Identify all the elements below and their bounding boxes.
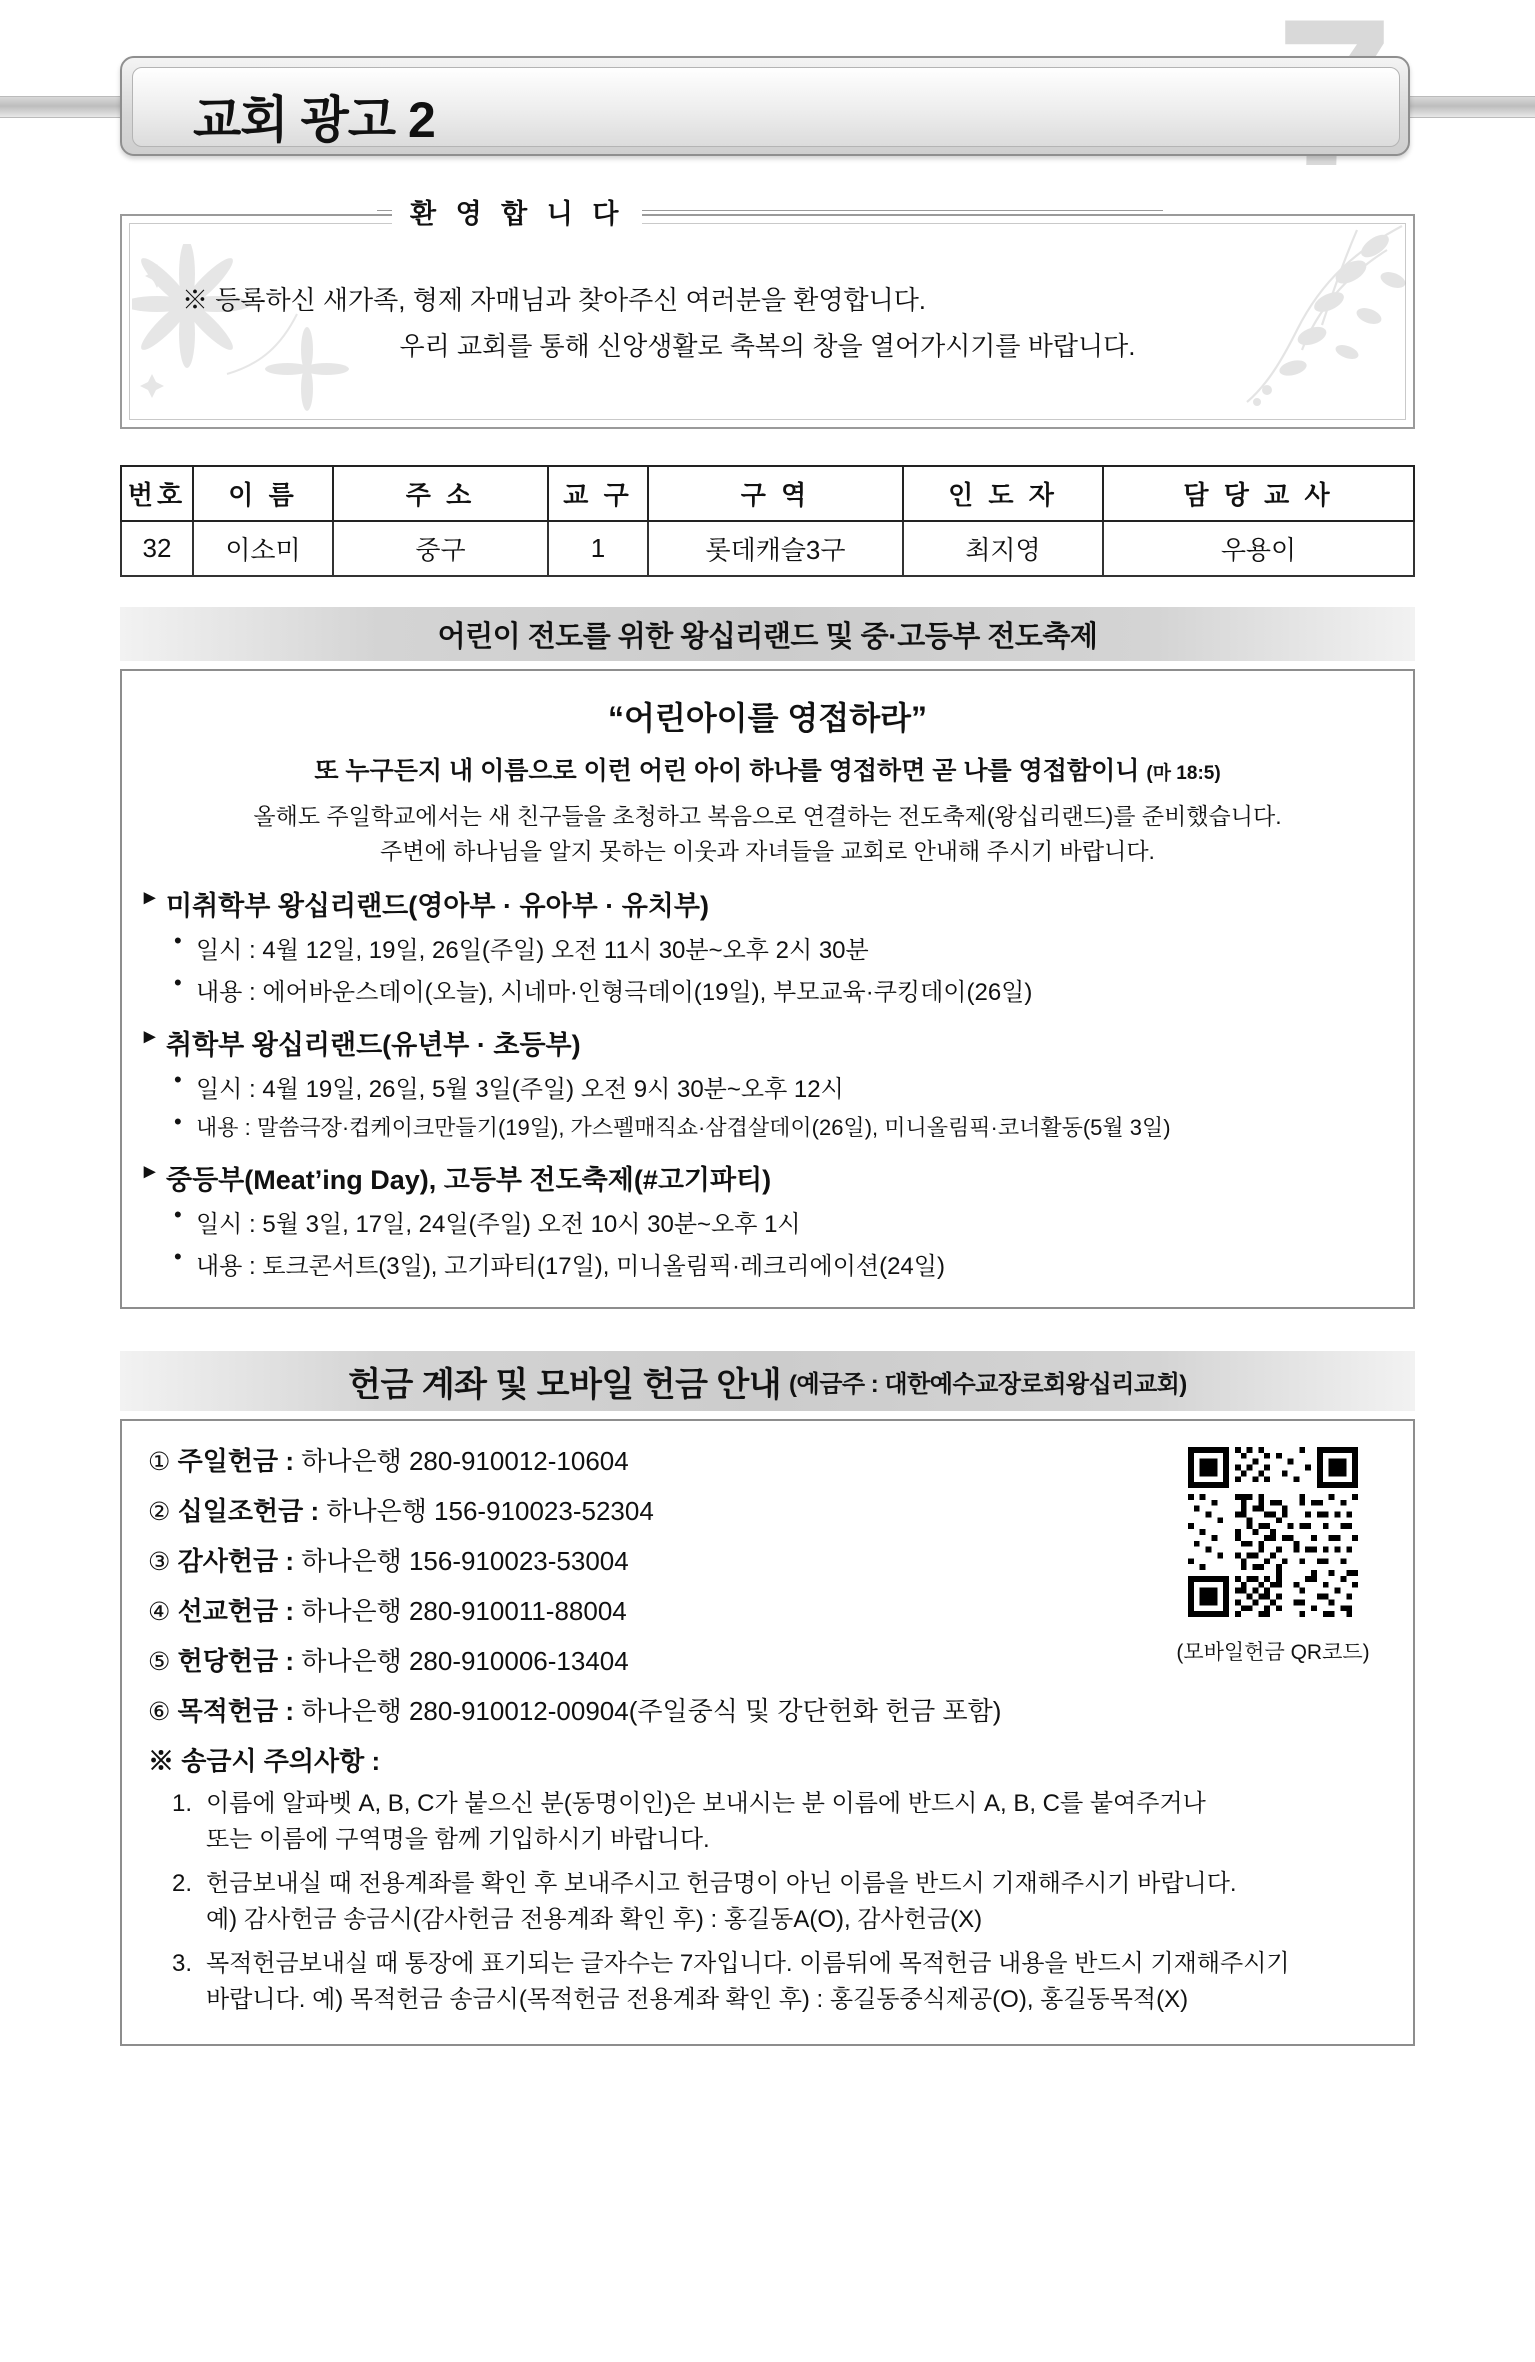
offering-section-subtitle: (예금주 : 대한예수교장로회왕십리교회) (789, 1370, 1187, 1398)
notice-line-1: 이름에 알파벳 A, B, C가 붙으신 분(동명이인)은 보내시는 분 이름에 반드시 A, B, C를 붙여주거나 (206, 1790, 1206, 1817)
group-heading: ▸ 중등부(Meat’ing Day), 고등부 전도축제(#고기파티) (148, 1158, 1387, 1197)
evangelism-description (148, 799, 1387, 868)
account-value: 하나은행 280-910012-00904(주일중식 및 강단헌화 헌금 포함) (301, 1696, 1002, 1726)
table-row (121, 521, 1414, 576)
cell-address: 중구 (333, 521, 548, 576)
notice-item-3-line-2: 바랍니다. 예) 목적헌금 송금시(목적헌금 전용계좌 확인 후) : 홍길동중식제공(O), 홍길동목적(X) (206, 1986, 1189, 2013)
notice-item-3 (148, 1946, 1387, 1982)
welcome-text (182, 278, 1293, 369)
account-number: ⑥ (148, 1698, 171, 1726)
account-value: 하나은행 156-910023-53004 (301, 1546, 629, 1576)
group-heading: ▸ 취학부 왕십리랜드(유년부 · 초등부) (148, 1023, 1387, 1062)
verse-text: 또 누구든지 내 이름으로 이런 어린 아이 하나를 영접하면 곧 나를 영접함이니 (314, 757, 1140, 785)
evangelism-section-bar (120, 607, 1415, 661)
notice-number: 1. (172, 1790, 193, 1817)
title-badge (120, 56, 1410, 156)
account-number: ③ (148, 1548, 171, 1576)
group-detail-content: • 내용 : 에어바운스데이(오늘), 시네마·인형극데이(19일), 부모교육·쿠킹데이(26일) (148, 972, 1387, 1007)
account-label: 헌당헌금 : (177, 1646, 295, 1676)
group-detail-date: • 일시 : 4월 19일, 26일, 5월 3일(주일) 오전 9시 30분~오후 12시 (148, 1069, 1387, 1104)
th-address: 주 소 (333, 466, 548, 521)
group-detail-content: • 내용 : 말씀극장·컵케이크만들기(19일), 가스펠매직쇼·삼겹살데이(26일), 미니올림픽·코너활동(5월 3일) (148, 1111, 1387, 1142)
cell-guide: 최지영 (903, 521, 1103, 576)
th-guide: 인 도 자 (903, 466, 1103, 521)
notice-item-1 (148, 1786, 1387, 1822)
group-detail-date: • 일시 : 5월 3일, 17일, 24일(주일) 오전 10시 30분~오후 1시 (148, 1204, 1387, 1239)
th-name: 이 름 (193, 466, 333, 521)
account-number: ① (148, 1448, 171, 1476)
th-number: 번호 (121, 466, 193, 521)
account-value: 하나은행 280-910011-88004 (301, 1596, 627, 1626)
evangelism-verse (148, 751, 1387, 787)
evangelism-title: “어린아이를 영접하라” (607, 700, 928, 736)
account-value: 하나은행 280-910006-13404 (301, 1646, 629, 1676)
notice-number: 2. (172, 1870, 193, 1897)
account-value: 하나은행 280-910012-10604 (301, 1446, 629, 1476)
group-detail-content: • 내용 : 토크콘서트(3일), 고기파티(17일), 미니올림픽·레크리에이션(24일) (148, 1246, 1387, 1281)
account-label: 선교헌금 : (177, 1596, 295, 1626)
cell-teacher: 우용이 (1103, 521, 1414, 576)
evangelism-section-title: 어린이 전도를 위한 왕십리랜드 및 중·고등부 전도축제 (437, 620, 1098, 653)
verse-reference: (마 18:5) (1146, 763, 1221, 784)
notice-item-2 (148, 1866, 1387, 1902)
table-header-row (121, 466, 1414, 521)
cell-number: 32 (121, 521, 193, 576)
group-heading: ▸ 미취학부 왕십리랜드(영아부 · 유아부 · 유치부) (148, 884, 1387, 923)
offering-section-bar (120, 1351, 1415, 1411)
new-family-table (120, 465, 1415, 577)
welcome-box (120, 199, 1415, 429)
group-detail-date: • 일시 : 4월 12일, 19일, 26일(주일) 오전 11시 30분~오후 2시 30분 (148, 930, 1387, 965)
th-district: 교 구 (548, 466, 648, 521)
title-badge-inner (132, 67, 1400, 147)
notice-item-2-line-2: 예) 감사헌금 송금시(감사헌금 전용계좌 확인 후) : 홍길동A(O), 감사헌금(X) (206, 1906, 983, 1933)
offering-box (120, 1419, 1415, 2046)
page-header (0, 0, 1535, 200)
account-value: 하나은행 156-910023-52304 (326, 1496, 654, 1526)
qr-block (1173, 1447, 1373, 1666)
notice-item-1-line-2: 또는 이름에 구역명을 함께 기입하시기 바랍니다. (206, 1826, 710, 1853)
notice-number: 3. (172, 1950, 193, 1977)
account-number: ② (148, 1498, 171, 1526)
account-label: 십일조헌금 : (177, 1496, 320, 1526)
welcome-line-2: 우리 교회를 통해 신앙생활로 축복의 창을 열어가시기를 바랍니다. (399, 330, 1136, 361)
qr-code-icon (1188, 1447, 1358, 1617)
notice-line-1: 헌금보내실 때 전용계좌를 확인 후 보내주시고 헌금명이 아닌 이름을 반드시 기재해주시기 바랍니다. (206, 1870, 1237, 1897)
cell-district: 1 (548, 521, 648, 576)
account-number: ⑤ (148, 1648, 171, 1676)
account-number: ④ (148, 1598, 171, 1626)
description-line-2: 주변에 하나님을 알지 못하는 이웃과 자녀들을 교회로 안내해 주시기 바랍니다. (380, 837, 1155, 864)
qr-caption: (모바일헌금 QR코드) (1176, 1641, 1370, 1664)
cell-name: 이소미 (193, 521, 333, 576)
evangelism-group-elementary (148, 1023, 1387, 1142)
description-line-1: 올해도 주일학교에서는 새 친구들을 초청하고 복음으로 연결하는 전도축제(왕십리랜드)를 준비했습니다. (253, 803, 1282, 829)
account-label: 감사헌금 : (177, 1546, 295, 1576)
evangelism-box (120, 669, 1415, 1309)
welcome-label: 환 영 합 니 다 (392, 192, 642, 231)
account-row-6 (148, 1691, 1387, 1728)
th-teacher: 담 당 교 사 (1103, 466, 1414, 521)
notice-line-1: 목적헌금보내실 때 통장에 표기되는 글자수는 7자입니다. 이름뒤에 목적헌금 내용을 반드시 기재해주시기 (206, 1950, 1290, 1977)
welcome-line-1: ※ 등록하신 새가족, 형제 자매님과 찾아주신 여러분을 환영합니다. (182, 285, 927, 315)
notice-title: ※ 송금시 주의사항 : (148, 1746, 381, 1776)
offering-section-title: 헌금 계좌 및 모바일 헌금 안내 (348, 1365, 782, 1404)
account-label: 주일헌금 : (177, 1446, 295, 1476)
page-title: 교회 광고 2 (193, 92, 435, 148)
cell-zone: 롯데캐슬3구 (648, 521, 903, 576)
th-zone: 구 역 (648, 466, 903, 521)
evangelism-group-preschool (148, 884, 1387, 1007)
account-label: 목적헌금 : (177, 1696, 295, 1726)
evangelism-group-youth (148, 1158, 1387, 1281)
